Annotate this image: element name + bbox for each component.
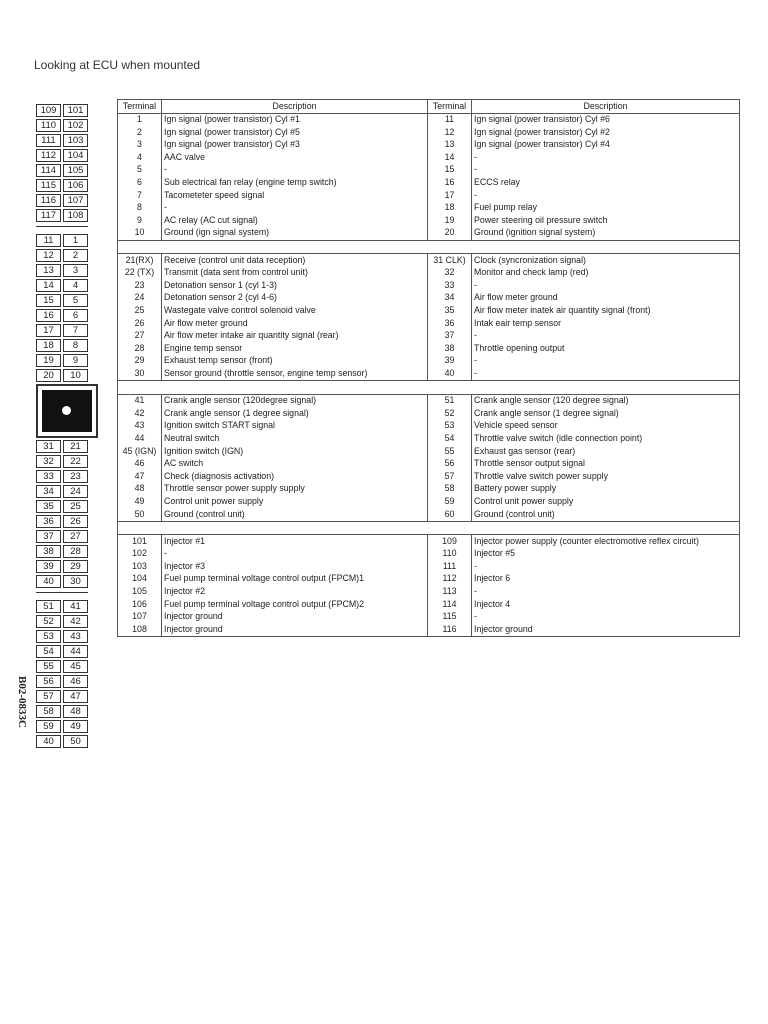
terminal-cell: 111 bbox=[428, 560, 472, 573]
pin-label: 2 bbox=[63, 249, 88, 262]
pin-label: 11 bbox=[36, 234, 61, 247]
table-header-row bbox=[118, 100, 740, 114]
terminal-cell: 39 bbox=[428, 355, 472, 368]
table-row bbox=[118, 202, 740, 215]
terminal-cell: 32 bbox=[428, 267, 472, 280]
table-row bbox=[118, 139, 740, 152]
table-row bbox=[118, 458, 740, 471]
pin-label: 45 bbox=[63, 660, 88, 673]
description-cell: - bbox=[472, 164, 740, 177]
description-cell: - bbox=[162, 164, 428, 177]
terminal-cell: 105 bbox=[118, 586, 162, 599]
table-row bbox=[118, 586, 740, 599]
description-cell: Neutral switch bbox=[162, 432, 428, 445]
description-cell: Monitor and check lamp (red) bbox=[472, 267, 740, 280]
description-cell: Sub electrical fan relay (engine temp switch) bbox=[162, 177, 428, 190]
terminal-cell: 33 bbox=[428, 279, 472, 292]
pin-label: 25 bbox=[63, 500, 88, 513]
pin-label: 37 bbox=[36, 530, 61, 543]
pin-label: 8 bbox=[63, 339, 88, 352]
table-row bbox=[118, 598, 740, 611]
description-cell: Ignition switch START signal bbox=[162, 420, 428, 433]
table-row bbox=[118, 177, 740, 190]
terminal-cell: 16 bbox=[428, 177, 472, 190]
description-cell: Injector power supply (counter electromotive reflex circuit) bbox=[472, 535, 740, 548]
terminal-cell: 14 bbox=[428, 151, 472, 164]
description-cell: Exhaust gas sensor (rear) bbox=[472, 445, 740, 458]
terminal-cell: 3 bbox=[118, 139, 162, 152]
pin-label: 52 bbox=[36, 615, 61, 628]
description-cell: - bbox=[472, 586, 740, 599]
terminal-cell: 104 bbox=[118, 573, 162, 586]
terminal-cell: 50 bbox=[118, 508, 162, 521]
connector-plug-icon bbox=[36, 384, 98, 438]
table-row bbox=[118, 508, 740, 521]
terminal-cell: 53 bbox=[428, 420, 472, 433]
page-heading: Looking at ECU when mounted bbox=[34, 58, 201, 72]
pin-label: 51 bbox=[36, 600, 61, 613]
group-spacer bbox=[118, 381, 740, 395]
pin-label: 19 bbox=[36, 354, 61, 367]
header-terminal-right: Terminal bbox=[428, 100, 472, 114]
terminal-cell: 19 bbox=[428, 214, 472, 227]
terminal-cell: 109 bbox=[428, 535, 472, 548]
description-cell: Throttle opening output bbox=[472, 342, 740, 355]
table-row bbox=[118, 355, 740, 368]
description-cell: Throttle valve switch (idle connection point) bbox=[472, 432, 740, 445]
terminal-cell: 58 bbox=[428, 483, 472, 496]
description-cell: Fuel pump terminal voltage control output (FPCM)1 bbox=[162, 573, 428, 586]
pin-label: 1 bbox=[63, 234, 88, 247]
pin-label: 42 bbox=[63, 615, 88, 628]
description-cell: - bbox=[162, 548, 428, 561]
terminal-cell: 106 bbox=[118, 598, 162, 611]
description-cell: Throttle sensor output signal bbox=[472, 458, 740, 471]
terminal-cell: 29 bbox=[118, 355, 162, 368]
terminal-cell: 12 bbox=[428, 126, 472, 139]
table-row bbox=[118, 305, 740, 318]
pin-label: 109 bbox=[36, 104, 61, 117]
block-divider bbox=[36, 592, 88, 593]
table-row bbox=[118, 470, 740, 483]
pin-label: 114 bbox=[36, 164, 61, 177]
pin-label: 32 bbox=[36, 455, 61, 468]
terminal-cell: 41 bbox=[118, 394, 162, 407]
description-cell: Battery power supply bbox=[472, 483, 740, 496]
pin-label: 18 bbox=[36, 339, 61, 352]
header-description-left: Description bbox=[162, 100, 428, 114]
table-row bbox=[118, 548, 740, 561]
group-spacer bbox=[118, 521, 740, 535]
description-cell: Ignition switch (IGN) bbox=[162, 445, 428, 458]
table-row bbox=[118, 279, 740, 292]
terminal-cell: 54 bbox=[428, 432, 472, 445]
pin-label: 110 bbox=[36, 119, 61, 132]
block-divider bbox=[36, 226, 88, 227]
pin-label: 101 bbox=[63, 104, 88, 117]
terminal-cell: 37 bbox=[428, 330, 472, 343]
pin-label: 40 bbox=[36, 575, 61, 588]
description-cell: Ign signal (power transistor) Cyl #1 bbox=[162, 113, 428, 126]
pin-label: 115 bbox=[36, 179, 61, 192]
terminal-cell: 42 bbox=[118, 407, 162, 420]
pin-label: 30 bbox=[63, 575, 88, 588]
terminal-cell: 110 bbox=[428, 548, 472, 561]
pin-label: 43 bbox=[63, 630, 88, 643]
description-cell: - bbox=[162, 202, 428, 215]
group-spacer bbox=[118, 240, 740, 254]
table-row bbox=[118, 445, 740, 458]
table-row bbox=[118, 495, 740, 508]
description-cell: Crank angle sensor (1 degree signal) bbox=[162, 407, 428, 420]
pin-label: 21 bbox=[63, 440, 88, 453]
header-description-right: Description bbox=[472, 100, 740, 114]
pin-label: 46 bbox=[63, 675, 88, 688]
table-row bbox=[118, 214, 740, 227]
terminal-cell: 115 bbox=[428, 611, 472, 624]
description-cell: Air flow meter intake air quantity signal (rear) bbox=[162, 330, 428, 343]
description-cell: Sensor ground (throttle sensor, engine temp sensor) bbox=[162, 367, 428, 380]
pin-label: 108 bbox=[63, 209, 88, 222]
terminal-cell: 25 bbox=[118, 305, 162, 318]
table-row bbox=[118, 623, 740, 636]
table-row bbox=[118, 367, 740, 380]
terminal-cell: 114 bbox=[428, 598, 472, 611]
description-cell: Air flow meter ground bbox=[472, 292, 740, 305]
table-row bbox=[118, 227, 740, 240]
table-row bbox=[118, 189, 740, 202]
description-cell: AAC valve bbox=[162, 151, 428, 164]
pin-label: 49 bbox=[63, 720, 88, 733]
description-cell: Injector ground bbox=[162, 611, 428, 624]
table-row bbox=[118, 292, 740, 305]
description-cell: Injector #1 bbox=[162, 535, 428, 548]
description-cell: - bbox=[472, 367, 740, 380]
pin-label: 53 bbox=[36, 630, 61, 643]
terminal-cell: 35 bbox=[428, 305, 472, 318]
terminal-cell: 55 bbox=[428, 445, 472, 458]
description-cell: - bbox=[472, 355, 740, 368]
pin-label: 58 bbox=[36, 705, 61, 718]
terminal-cell: 9 bbox=[118, 214, 162, 227]
terminal-cell: 18 bbox=[428, 202, 472, 215]
pin-label: 5 bbox=[63, 294, 88, 307]
description-cell: Ign signal (power transistor) Cyl #2 bbox=[472, 126, 740, 139]
pin-label: 112 bbox=[36, 149, 61, 162]
pin-label: 13 bbox=[36, 264, 61, 277]
table-row bbox=[118, 394, 740, 407]
pin-label: 12 bbox=[36, 249, 61, 262]
terminal-cell: 52 bbox=[428, 407, 472, 420]
description-cell: Injector ground bbox=[162, 623, 428, 636]
terminal-cell: 20 bbox=[428, 227, 472, 240]
pin-label: 40 bbox=[36, 735, 61, 748]
pin-label: 44 bbox=[63, 645, 88, 658]
description-cell: Receive (control unit data reception) bbox=[162, 254, 428, 267]
description-cell: Power steering oil pressure switch bbox=[472, 214, 740, 227]
pin-label: 33 bbox=[36, 470, 61, 483]
pin-label: 117 bbox=[36, 209, 61, 222]
description-cell: Tacometeter speed signal bbox=[162, 189, 428, 202]
terminal-cell: 4 bbox=[118, 151, 162, 164]
terminal-cell: 24 bbox=[118, 292, 162, 305]
description-cell: Exhaust temp sensor (front) bbox=[162, 355, 428, 368]
description-cell: Control unit power supply bbox=[472, 495, 740, 508]
terminal-cell: 30 bbox=[118, 367, 162, 380]
table-row bbox=[118, 317, 740, 330]
terminal-cell: 101 bbox=[118, 535, 162, 548]
description-cell: Ign signal (power transistor) Cyl #4 bbox=[472, 139, 740, 152]
table-row bbox=[118, 126, 740, 139]
pin-label: 23 bbox=[63, 470, 88, 483]
description-cell: Air flow meter ground bbox=[162, 317, 428, 330]
terminal-cell: 10 bbox=[118, 227, 162, 240]
pin-label: 28 bbox=[63, 545, 88, 558]
terminal-cell: 5 bbox=[118, 164, 162, 177]
description-cell: Air flow meter inatek air quantity signal (front) bbox=[472, 305, 740, 318]
pin-label: 38 bbox=[36, 545, 61, 558]
pin-label: 7 bbox=[63, 324, 88, 337]
terminal-cell: 8 bbox=[118, 202, 162, 215]
table-row bbox=[118, 254, 740, 267]
description-cell: Crank angle sensor (120 degree signal) bbox=[472, 394, 740, 407]
terminal-cell: 51 bbox=[428, 394, 472, 407]
terminal-cell: 36 bbox=[428, 317, 472, 330]
description-cell: Ground (control unit) bbox=[162, 508, 428, 521]
pin-label: 20 bbox=[36, 369, 61, 382]
terminal-cell: 48 bbox=[118, 483, 162, 496]
pin-label: 59 bbox=[36, 720, 61, 733]
description-cell: Transmit (data sent from control unit) bbox=[162, 267, 428, 280]
description-cell: Ground (ignition signal system) bbox=[472, 227, 740, 240]
ecu-terminal-table bbox=[117, 99, 740, 637]
description-cell: AC relay (AC cut signal) bbox=[162, 214, 428, 227]
terminal-cell: 116 bbox=[428, 623, 472, 636]
table-row bbox=[118, 611, 740, 624]
table-row bbox=[118, 164, 740, 177]
terminal-cell: 22 (TX) bbox=[118, 267, 162, 280]
table-row bbox=[118, 407, 740, 420]
table-row bbox=[118, 151, 740, 164]
terminal-cell: 27 bbox=[118, 330, 162, 343]
pin-label: 22 bbox=[63, 455, 88, 468]
pin-label: 48 bbox=[63, 705, 88, 718]
description-cell: Injector #3 bbox=[162, 560, 428, 573]
description-cell: Injector #5 bbox=[472, 548, 740, 561]
pin-label: 56 bbox=[36, 675, 61, 688]
pin-label: 4 bbox=[63, 279, 88, 292]
pin-label: 14 bbox=[36, 279, 61, 292]
terminal-cell: 57 bbox=[428, 470, 472, 483]
terminal-cell: 6 bbox=[118, 177, 162, 190]
description-cell: ECCS relay bbox=[472, 177, 740, 190]
table-row bbox=[118, 113, 740, 126]
terminal-cell: 1 bbox=[118, 113, 162, 126]
description-cell: Ign signal (power transistor) Cyl #5 bbox=[162, 126, 428, 139]
pin-label: 116 bbox=[36, 194, 61, 207]
terminal-cell: 2 bbox=[118, 126, 162, 139]
pin-label: 57 bbox=[36, 690, 61, 703]
pin-label: 104 bbox=[63, 149, 88, 162]
description-cell: AC switch bbox=[162, 458, 428, 471]
pin-label: 9 bbox=[63, 354, 88, 367]
terminal-cell: 59 bbox=[428, 495, 472, 508]
description-cell: Ground (control unit) bbox=[472, 508, 740, 521]
pin-label: 39 bbox=[36, 560, 61, 573]
description-cell: - bbox=[472, 330, 740, 343]
description-cell: - bbox=[472, 611, 740, 624]
pin-label: 24 bbox=[63, 485, 88, 498]
description-cell: Vehicle speed sensor bbox=[472, 420, 740, 433]
terminal-cell: 21(RX) bbox=[118, 254, 162, 267]
terminal-cell: 40 bbox=[428, 367, 472, 380]
terminal-cell: 7 bbox=[118, 189, 162, 202]
description-cell: Detonation sensor 2 (cyl 4-6) bbox=[162, 292, 428, 305]
pin-label: 47 bbox=[63, 690, 88, 703]
table-row bbox=[118, 560, 740, 573]
table-row bbox=[118, 483, 740, 496]
pin-label: 50 bbox=[63, 735, 88, 748]
pin-label: 31 bbox=[36, 440, 61, 453]
description-cell: Control unit power supply bbox=[162, 495, 428, 508]
description-cell: Fuel pump relay bbox=[472, 202, 740, 215]
description-cell: Intak eair temp sensor bbox=[472, 317, 740, 330]
pin-label: 17 bbox=[36, 324, 61, 337]
description-cell: Ign signal (power transistor) Cyl #3 bbox=[162, 139, 428, 152]
table-row bbox=[118, 420, 740, 433]
pin-label: 103 bbox=[63, 134, 88, 147]
terminal-cell: 13 bbox=[428, 139, 472, 152]
terminal-cell: 108 bbox=[118, 623, 162, 636]
description-cell: Injector 6 bbox=[472, 573, 740, 586]
pin-label: 6 bbox=[63, 309, 88, 322]
terminal-cell: 28 bbox=[118, 342, 162, 355]
header-terminal-left: Terminal bbox=[118, 100, 162, 114]
terminal-cell: 102 bbox=[118, 548, 162, 561]
terminal-cell: 43 bbox=[118, 420, 162, 433]
description-cell: Ground (ign signal system) bbox=[162, 227, 428, 240]
pin-label: 102 bbox=[63, 119, 88, 132]
terminal-cell: 17 bbox=[428, 189, 472, 202]
terminal-cell: 38 bbox=[428, 342, 472, 355]
pin-label: 36 bbox=[36, 515, 61, 528]
pin-label: 3 bbox=[63, 264, 88, 277]
terminal-cell: 44 bbox=[118, 432, 162, 445]
pin-label: 27 bbox=[63, 530, 88, 543]
description-cell: - bbox=[472, 560, 740, 573]
description-cell: Engine temp sensor bbox=[162, 342, 428, 355]
terminal-cell: 34 bbox=[428, 292, 472, 305]
table-row bbox=[118, 267, 740, 280]
description-cell: Throttle sensor power supply supply bbox=[162, 483, 428, 496]
pin-label: 111 bbox=[36, 134, 61, 147]
description-cell: Injector 4 bbox=[472, 598, 740, 611]
table-row bbox=[118, 342, 740, 355]
pin-label: 26 bbox=[63, 515, 88, 528]
description-cell: Detonation sensor 1 (cyl 1-3) bbox=[162, 279, 428, 292]
description-cell: Clock (syncronization signal) bbox=[472, 254, 740, 267]
description-cell: - bbox=[472, 151, 740, 164]
pin-label: 35 bbox=[36, 500, 61, 513]
terminal-cell: 11 bbox=[428, 113, 472, 126]
table-row bbox=[118, 535, 740, 548]
pin-label: 29 bbox=[63, 560, 88, 573]
table-row bbox=[118, 573, 740, 586]
pin-label: 106 bbox=[63, 179, 88, 192]
table-row bbox=[118, 330, 740, 343]
terminal-cell: 15 bbox=[428, 164, 472, 177]
terminal-cell: 26 bbox=[118, 317, 162, 330]
pin-label: 15 bbox=[36, 294, 61, 307]
description-cell: Injector #2 bbox=[162, 586, 428, 599]
description-cell: Wastegate valve control solenoid valve bbox=[162, 305, 428, 318]
terminal-cell: 107 bbox=[118, 611, 162, 624]
description-cell: Injector ground bbox=[472, 623, 740, 636]
pin-label: 41 bbox=[63, 600, 88, 613]
terminal-cell: 46 bbox=[118, 458, 162, 471]
description-cell: - bbox=[472, 279, 740, 292]
table-row bbox=[118, 432, 740, 445]
ecu-connector-diagram bbox=[32, 100, 100, 760]
pin-label: 105 bbox=[63, 164, 88, 177]
pin-label: 55 bbox=[36, 660, 61, 673]
description-cell: - bbox=[472, 189, 740, 202]
figure-code: B02-0833C bbox=[16, 676, 28, 728]
pin-label: 34 bbox=[36, 485, 61, 498]
terminal-cell: 45 (IGN) bbox=[118, 445, 162, 458]
description-cell: Fuel pump terminal voltage control output (FPCM)2 bbox=[162, 598, 428, 611]
terminal-cell: 103 bbox=[118, 560, 162, 573]
terminal-cell: 60 bbox=[428, 508, 472, 521]
description-cell: Ign signal (power transistor) Cyl #6 bbox=[472, 113, 740, 126]
description-cell: Throttle valve switch power supply bbox=[472, 470, 740, 483]
pin-label: 16 bbox=[36, 309, 61, 322]
terminal-cell: 113 bbox=[428, 586, 472, 599]
description-cell: Crank angle sensor (120degree signal) bbox=[162, 394, 428, 407]
terminal-cell: 112 bbox=[428, 573, 472, 586]
description-cell: Crank angle sensor (1 degree signal) bbox=[472, 407, 740, 420]
pin-label: 54 bbox=[36, 645, 61, 658]
terminal-cell: 47 bbox=[118, 470, 162, 483]
terminal-cell: 56 bbox=[428, 458, 472, 471]
pin-label: 107 bbox=[63, 194, 88, 207]
terminal-cell: 49 bbox=[118, 495, 162, 508]
description-cell: Check (diagnosis activation) bbox=[162, 470, 428, 483]
pin-label: 10 bbox=[63, 369, 88, 382]
terminal-cell: 31 CLK) bbox=[428, 254, 472, 267]
terminal-cell: 23 bbox=[118, 279, 162, 292]
